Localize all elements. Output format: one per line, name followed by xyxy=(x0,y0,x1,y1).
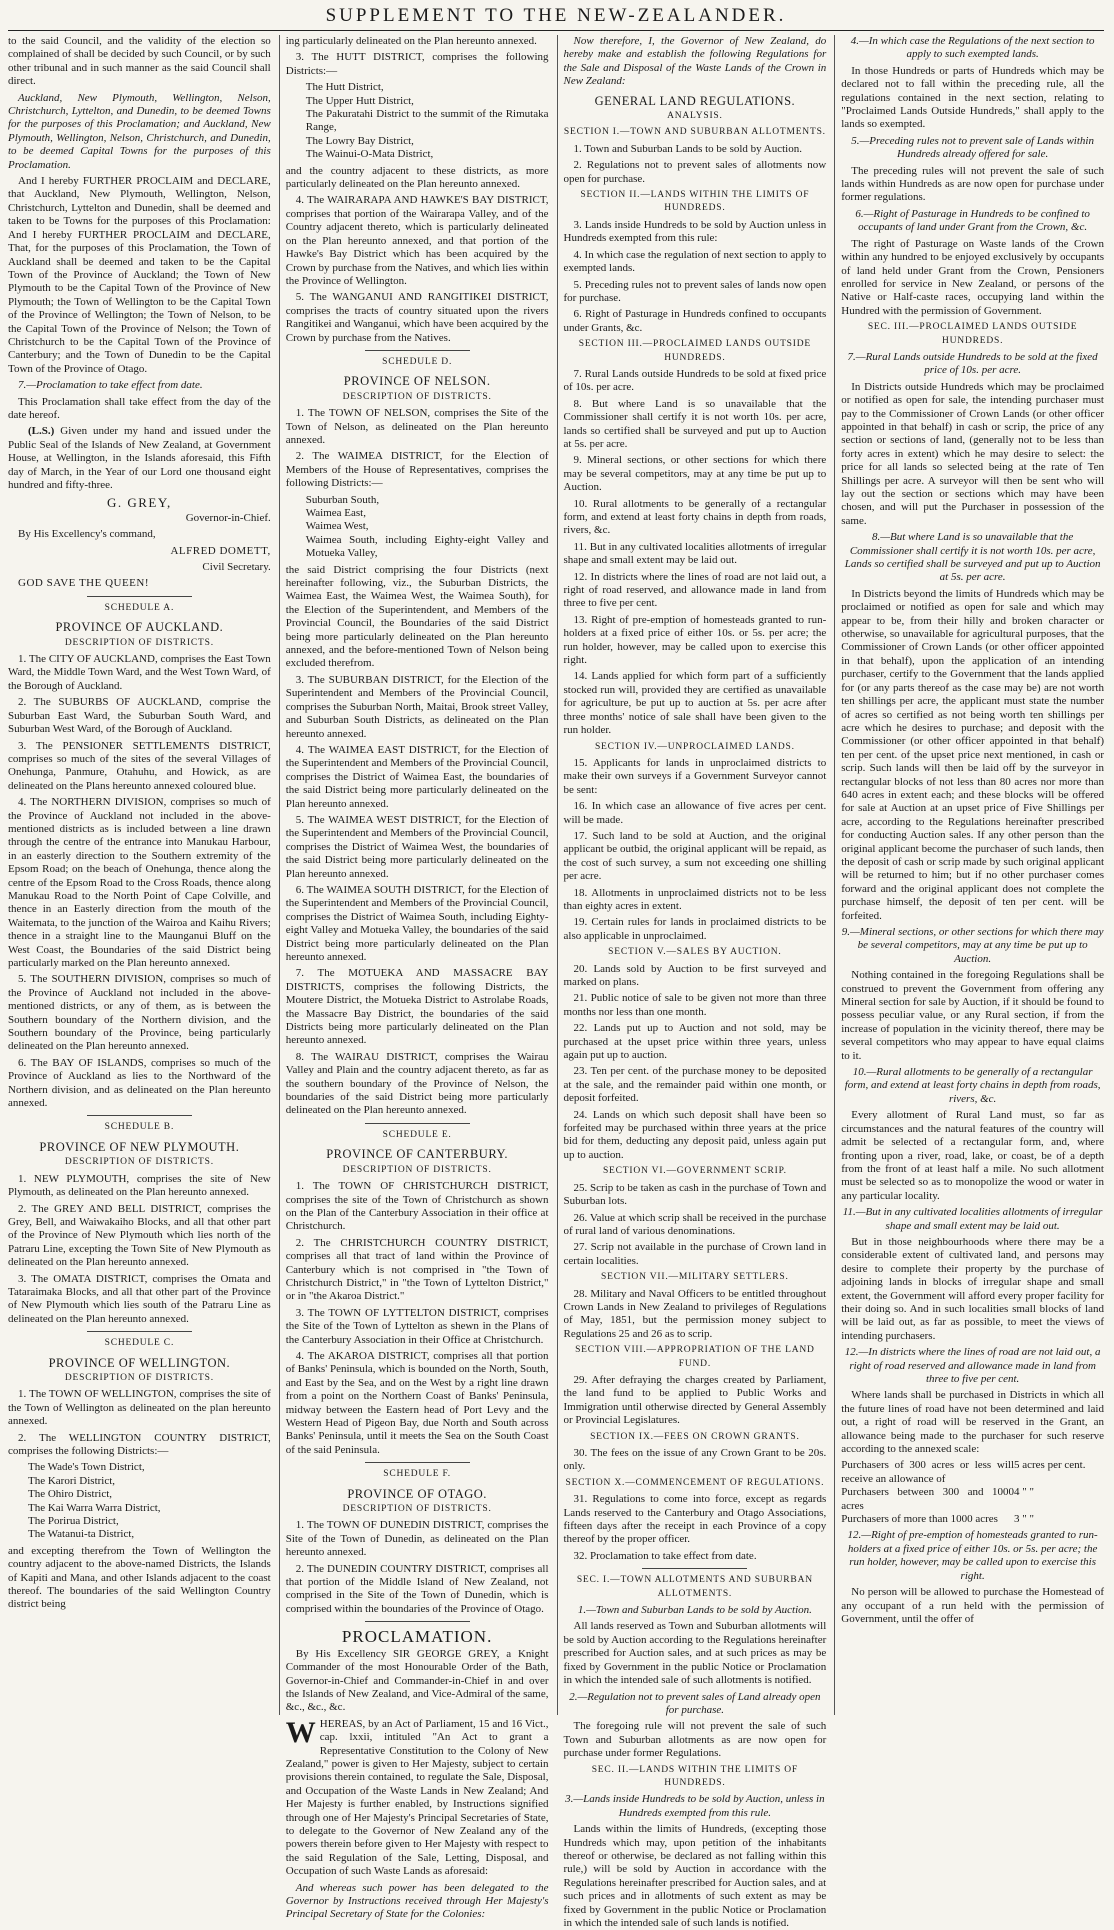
analysis-item: 6. Right of Pasturage in Hundreds confined to occupants under Grants, &c. xyxy=(563,308,827,334)
clause-1-title: 1.—Town and Suburban Lands to be sold by Auction. xyxy=(577,1604,812,1617)
analysis-item: 22. Lands put up to Auction and not sold, may be purchased at the upset price within three years, unless again put up to auction. xyxy=(563,1022,827,1062)
province-canterbury: PROVINCE OF CANTERBURY. xyxy=(326,1147,509,1162)
auckland-para-4: 4. The NORTHERN DIVISION, comprises so much of the Province of Auckland not included in the above-mentioned districts as is included between a line drawn through the centre of the entrance into Manukau Harbour, in an easterly direction to the Southern extremity of the Epsom Road; on the beach of Onehunga, thence along the centre of the Epsom Road to the Cross Roads, thence along Manukau Road to the North Point of Cape Colville, and thence in an Easterly direction from the mouth of the Waitemata, to the junction of the Wairoa and Kaihu Rivers; thence in a straight line to the Maunganui Bluff on the West Coast, the Boundaries of the said District being particularly marked on the Plan hereunto annexed. xyxy=(8,796,271,969)
god-save-queen: GOD SAVE THE QUEEN! xyxy=(18,577,150,590)
section-2-heading: SECTION II.—LANDS WITHIN THE LIMITS OF HUNDREDS. xyxy=(580,190,810,214)
proclamation-heading: PROCLAMATION. xyxy=(341,1627,493,1647)
section-10-heading: SECTION X.—COMMENCEMENT OF REGULATIONS. xyxy=(565,1477,825,1488)
analysis-item: 2. Regulations not to prevent sales of allotments now open for purchase. xyxy=(563,159,827,185)
analysis-item: 20. Lands sold by Auction to be first surveyed and marked on plans. xyxy=(563,962,827,988)
divider xyxy=(365,1621,470,1622)
column-1 xyxy=(8,35,271,1715)
column-3 xyxy=(557,35,827,1929)
auckland-para-6: 6. The BAY OF ISLANDS, comprises so much of the Province of Auckland as lies to the Northward of the Northern division, and as delineated on the Plan hereunto annexed. xyxy=(8,1056,271,1110)
schedule-a: SCHEDULE A. xyxy=(104,602,175,613)
otago-para-2: 2. The DUNEDIN COUNTRY DISTRICT, comprises all that portion of the Middle Island of New Zealand, not comprised in the Site of the Town of Dunedin, which is comprised within the boundaries of the Province of Otago. xyxy=(285,1562,549,1615)
clause-5-title: 5.—Preceding rules not to prevent sale of Lands within Hundreds already offered for sale. xyxy=(851,134,1094,161)
canterbury-para-3: 3. The TOWN OF LYTTELTON DISTRICT, comprises the Site of the Town of Lyttelton as shewn in the Plans of the Canterbury Association in their Office at Christchurch. xyxy=(285,1306,549,1346)
scale-value: 3 " " xyxy=(1014,1513,1034,1526)
section-7-heading: SECTION VII.—MILITARY SETTLERS. xyxy=(601,1272,789,1283)
scale-label: Purchasers between 300 and 1000 acres xyxy=(841,1486,1014,1512)
section-ii-full-heading: SEC. II.—LANDS WITHIN THE LIMITS OF HUNDREDS. xyxy=(591,1764,799,1788)
province-otago: PROVINCE OF OTAGO. xyxy=(347,1486,487,1501)
analysis-item: 18. Allotments in unproclaimed districts not to be less than eighty acres in extent. xyxy=(563,886,827,912)
open-para: ing particularly delineated on the Plan hereunto annexed. xyxy=(285,35,537,47)
analysis-item: 15. Applicants for lands in unproclaimed districts to make their own surveys if a Government Surveyor cannot be sent: xyxy=(563,756,827,796)
clause-8-title: 8.—But where Land is so unavailable that the Commissioner shall certify it is not worth 10s. per acre, Lands so certified shall be surveyed and put up to Auction at 5s. per acre. xyxy=(844,531,1101,584)
section-iii-full-heading: SEC. III.—PROCLAIMED LANDS OUTSIDE HUNDREDS. xyxy=(867,322,1078,346)
nelson-para-a: the said District comprising the four Districts (next hereinafter following, viz., the Suburban Districts, the Waimea East, the Waimea West, the Waimea South), for the Election of the Superintendent, and Members of the Provincial Council, the Boundaries of the said District being more particularly delineated on the Plan hereunto annexed, and the before-mentioned Town of Nelson being excluded therefrom. xyxy=(285,563,549,670)
canterbury-para-4: 4. The AKAROA DISTRICT, comprises all that portion of Banks' Peninsula, which is bounded on the North, South, and East by the Sea, and on the West by a right line drawn from a point on the Northern Coast of Banks' Peninsula, midway between the Eastern head of Port Levy and the Western Head of Pigeon Bay, due North and South across Banks' Peninsula, until it meets the Sea on the South Coast of the said Peninsula. xyxy=(285,1349,549,1456)
by-command: By His Excellency's command, xyxy=(18,528,156,541)
analysis-item: 8. But where Land is so unavailable that the Commissioner shall certify it is not worth 10s. per acre, lands so certified shall be surveyed and put up to Auction at 5s. per acre. xyxy=(563,397,827,450)
intro-para-2: Auckland, New Plymouth, Wellington, Nelson, Christchurch, Lyttelton, and Dunedin, to be deemed Towns for the purposes of this Proclamation; and Auckland, New Plymouth, Wellington, Nelson, Christchurch, and Dunedin, to be deemed Capital Towns for the purposes of this Proclamation. xyxy=(8,91,271,171)
intro-para-3: And I hereby FURTHER PROCLAIM and DECLARE, that Auckland, New Plymouth, Wellington, Nelson, Christchurch, Lyttelton and Dunedin, shall be deemed and taken to be Towns for the purposes of this Proclamation: And I hereby FURTHER PROCLAIM and DECLARE, That, for the purposes of this Proclamation, the Town of Auckland shall be deemed and taken to be the Capital Town of the Province of Auckland; the Town of New Plymouth to be the Capital Town of the Province of New Plymouth; the Town of Wellington to be the Capital Town of the Province of Wellington; the Town of Nelson, to be the Capital Town of the Province of Nelson; the Town of Christchurch to be the Capital Town of the Province of Canterbury; and the Town of Dunedin to be the Capital Town of the Province of Otago. xyxy=(8,175,271,375)
nelson-para-2: 2. The WAIMEA DISTRICT, for the Election of Members of the House of Representatives, comprises the following Districts:— xyxy=(285,450,549,490)
analysis-item: 11. But in any cultivated localities allotments of irregular shape and small extent may be laid out. xyxy=(563,540,827,567)
analysis-item: 14. Lands applied for which form part of a sufficiently stocked run will, provided they are certified as unavailable for agriculture, be put up to auction at 5s. per acre after three months' notice of sale shall have been given to the run holder. xyxy=(563,670,827,737)
wellington-para-5: 5. The WANGANUI AND RANGITIKEI DISTRICT, comprises the tracts of country situated upon the rivers Rangitikei and Wanganui, which have been acquired by the Crown by purchase from the Natives. xyxy=(285,291,549,344)
province-nelson: PROVINCE OF NELSON. xyxy=(343,374,491,389)
drop-cap: W xyxy=(285,1715,316,1749)
analysis-item: 9. Mineral sections, or other sections for which there may be several competitors, may at any time be put up to Auction. xyxy=(563,454,827,494)
secretary-name: ALFRED DOMETT, xyxy=(170,544,271,557)
column-4 xyxy=(834,35,1104,1715)
list-item: Waimea West, xyxy=(305,520,369,533)
clause-3-text: Lands within the limits of Hundreds, (excepting those Hundreds which may, upon petition of the inhabitants thereof or otherwise, be declared as not falling within this rule,) will be sold by Auction in accordance with the Regulations hereinafter prescribed for Auction sales, and at such prices and in allotments of such extent as may be fixed by Government in the public Notice or Proclamation in which the intended sale of such lands is notified. xyxy=(563,1823,827,1929)
given-under xyxy=(8,425,271,492)
auckland-para-1: 1. The CITY OF AUCKLAND, comprises the East Town Ward, the Middle Town Ward, and the West Town Ward, of the Borough of Auckland. xyxy=(8,653,271,692)
clause-5-text: The preceding rules will not prevent the sale of such lands within Hundreds as are now open for purchase under former regulations. xyxy=(841,164,1104,204)
clause-7-text: In Districts outside Hundreds which may be proclaimed or notified as open for sale, the intending purchaser must pay to the Commissioner of Crown Lands (or other officer appointed in that behalf) in cash or scrip, the price of any section or sections of land, (generally not to be less than forty acres in extent) which he may desire to select: the price for all lands so selected being at the rate of Ten Shillings per acre. A surveyor will then be sent who will lay out the section or sections which may have been chosen, and will put the Purchaser in possession of the same. xyxy=(841,380,1104,527)
analysis-item: 5. Preceding rules not to prevent sales of lands now open for purchase. xyxy=(563,278,827,304)
list-item: Suburban South, xyxy=(305,493,380,506)
analysis-item: 32. Proclamation to take effect from date. xyxy=(573,1549,757,1562)
clause-11-text: But in those neighbourhoods where there may be a considerable extent of cultivated land, and persons may desire to complete their property by the purchase of adjoining lands in blocks of irregular shape and small extent, the Government will afford every proper facility for their doing so. And in such localities small blocks of land will be laid out, as far as possible, to meet the views of intending purchasers. xyxy=(841,1235,1104,1342)
section-1-heading: SECTION I.—TOWN AND SUBURBAN ALLOTMENTS. xyxy=(563,127,826,138)
description-heading: DESCRIPTION OF DISTRICTS. xyxy=(342,391,492,402)
table-row xyxy=(841,1459,1104,1486)
column-2 xyxy=(279,35,549,1921)
hutt-intro: 3. The HUTT DISTRICT, comprises the following Districts:— xyxy=(285,51,549,77)
allowance-scale-table xyxy=(841,1459,1104,1526)
clause-12a-title: 12.—In districts where the lines of road are not laid out, a right of road reserved and allowance made in land from three to five per cent. xyxy=(844,1346,1101,1385)
clause-4-text: In those Hundreds or parts of Hundreds which may be declared not to fall within the preceding rule, all the regulations contained in the next section, relating to "Proclaimed Lands Outside Hundreds," shall apply to the lands so exempted. xyxy=(841,64,1104,131)
general-land-regulations-title: GENERAL LAND REGULATIONS. xyxy=(594,93,796,108)
given-under-text: Given under my hand and issued under the Public Seal of the Islands of New Zealand, at Government House, at Wellington, in the Islands aforesaid, this Fifth day of March, in the Year of our Lord one thousand eight hundred and fifty-three. xyxy=(8,425,271,491)
section-6-heading: SECTION VI.—GOVERNMENT SCRIP. xyxy=(602,1166,787,1177)
governor-title: Governor-in-Chief. xyxy=(185,511,271,524)
list-item: The Kai Warra Warra District, xyxy=(28,1501,161,1514)
analysis-item: 25. Scrip to be taken as cash in the purchase of Town and Suburban lots. xyxy=(563,1181,827,1208)
list-item: The Wainui-O-Mata District, xyxy=(305,148,434,161)
by-his-excellency: By His Excellency SIR GEORGE GREY, a Knight Commander of the most Honourable Order of the Bath, Governor-in-Chief and Commander-in-Chief in and over the Islands of New Zealand, and Vice-Admiral of the same, &c., &c., &c. xyxy=(285,1647,549,1714)
province-auckland: PROVINCE OF AUCKLAND. xyxy=(55,620,224,635)
analysis-item: 10. Rural allotments to be generally of a rectangular form, and extend at least forty chains in depth from roads, rivers, &c. xyxy=(563,497,827,537)
hutt-tail: and the country adjacent to these districts, as more particularly delineated on the Plan hereunto annexed. xyxy=(285,164,549,191)
divider xyxy=(365,1462,470,1463)
description-heading: DESCRIPTION OF DISTRICTS. xyxy=(64,1372,214,1383)
description-heading: DESCRIPTION OF DISTRICTS. xyxy=(64,1157,214,1168)
analysis-heading: ANALYSIS. xyxy=(667,111,723,122)
clause-1-text: All lands reserved as Town and Suburban allotments will be sold by Auction according to the Regulations hereinafter prescribed for Auction sales, and at such prices as may be fixed by Government in the public Notice or Proclamation in which the intended sale of such allotments is notified. xyxy=(563,1620,827,1687)
analysis-item: 17. Such land to be sold at Auction, and the original applicant be outbid, the original applicant will be repaid, as the cost of such survey, a sum not exceeding one shilling per acre. xyxy=(563,829,827,883)
province-wellington: PROVINCE OF WELLINGTON. xyxy=(48,1355,231,1370)
auckland-para-2: 2. The SUBURBS OF AUCKLAND, comprise the Suburban East Ward, the Suburban South Ward, and Suburban West Ward, of the Borough of Auckland. xyxy=(8,696,271,736)
clause-9-text: Nothing contained in the foregoing Regulations shall be construed to prevent the Government from offering any Mineral section for sale by Auction, if it should be found to possess peculiar value, or any Rural section, if from the increase of population in the vicinity thereof, there may be several competitors who may appear to have equal claims to it. xyxy=(841,969,1104,1062)
scale-value: 4 " " xyxy=(1014,1486,1034,1499)
whereas-text: HEREAS, by an Act of Parliament, 15 and 16 Vict., cap. lxxii, intituled "An Act to grant a Representative Constitution to the Colony of New Zealand," power is given to Her Majesty, subject to certain provisions therein contained, to regulate the Sale, Disposal, and Occupation of the Waste Lands in New Zealand; And Her Majesty is further enabled, by Instructions signified through one of Her Majesty's Principal Secretaries of State, to delegate to the Governor of New Zealand any of the powers therein before given to Her Majesty with respect to the said Regulation of the Sale, Letting, Disposal, and Occupation of such Waste Lands as aforesaid: xyxy=(285,1717,549,1878)
divider xyxy=(365,350,470,351)
schedule-b: SCHEDULE B. xyxy=(104,1122,175,1133)
schedule-c: SCHEDULE C. xyxy=(104,1338,175,1349)
wellington-para-1: 1. The TOWN OF WELLINGTON, comprises the site of the Town of Wellington as delineated on the plan hereunto annexed. xyxy=(8,1388,271,1428)
section-5-heading: SECTION V.—SALES BY AUCTION. xyxy=(608,947,782,958)
hutt-district-list xyxy=(306,81,549,161)
clause-10-title: 10.—Rural allotments to be generally of a rectangular form, and extend at least forty chains in depth from roads, rivers, &c. xyxy=(844,1066,1101,1105)
list-item: The Ohiro District, xyxy=(28,1488,113,1501)
list-item: The Karori District, xyxy=(28,1474,116,1487)
analysis-item: 26. Value at which scrip shall be received in the purchase of rural land of various denominations. xyxy=(563,1211,827,1237)
section-8-heading: SECTION VIII.—APPROPRIATION OF THE LAND FUND. xyxy=(575,1345,815,1369)
analysis-item: 21. Public notice of sale to be given not more than three months nor less than one month. xyxy=(563,992,827,1018)
section-i-full-heading: SEC. I.—TOWN ALLOTMENTS AND SUBURBAN ALLOTMENTS. xyxy=(576,1575,813,1599)
canterbury-para-1: 1. The TOWN OF CHRISTCHURCH DISTRICT, comprises the site of the Town of Christchurch as shown on the Plan of the Canterbury Association in their office at Christchurch. xyxy=(285,1180,549,1233)
scale-label: Purchasers of more than 1000 acres xyxy=(841,1513,998,1526)
list-item: The Pakuratahi District to the summit of the Rimutaka Range, xyxy=(305,108,549,134)
divider xyxy=(87,1115,192,1116)
whereas-para xyxy=(285,1715,549,1879)
analysis-item: 4. In which case the regulation of next section to apply to exempted lands. xyxy=(563,248,827,275)
scale-label: Purchasers of 300 acres or less will receive an allowance of xyxy=(841,1459,1014,1485)
description-heading: DESCRIPTION OF DISTRICTS. xyxy=(342,1164,492,1175)
description-heading: DESCRIPTION OF DISTRICTS. xyxy=(342,1504,492,1515)
analysis-item: 31. Regulations to come into force, except as regards Lands reserved to the Canterbury and Otago Associations, fifteen days after the receipt in each Province of a copy thereof by the proper officer. xyxy=(563,1493,827,1546)
section-9-heading: SECTION IX.—FEES ON CROWN GRANTS. xyxy=(590,1431,800,1442)
wellington-district-list xyxy=(28,1461,271,1541)
intro-para-1: to the said Council, and the validity of the election so complained of shall be decided by such Council, or by such other tribunal and in such manner as the said Council shall direct. xyxy=(8,35,271,88)
wellington-para-4: 4. The WAIRARAPA AND HAWKE'S BAY DISTRICT, comprises that portion of the Wairarapa Valley, and of the Country adjacent thereto, which is particularly delineated on the Plan hereunto annexed, and that portion of the Hawke's Bay District which has been acquired by the Crown by purchase from the Natives, and which lies within the Province of Wellington. xyxy=(285,194,549,287)
clause-6-text: The right of Pasturage on Waste lands of the Crown within any hundred to be enjoyed exclusively by occupants of land held under Grant from the Crown, Pensioners enrolled for service in New Zealand, or persons of the Native or Half-caste races, occupying land within the Hundred with the permission of Government. xyxy=(841,237,1104,317)
list-item: The Porirua District, xyxy=(28,1515,119,1528)
scale-value: 5 acres per cent. xyxy=(1014,1459,1086,1472)
analysis-item: 16. In which case an allowance of five acres per cent. will be made. xyxy=(563,800,827,826)
otago-para-1: 1. The TOWN OF DUNEDIN DISTRICT, comprises the Site of the Town of Dunedin, as delineated on the Plan hereunto annexed. xyxy=(285,1519,549,1559)
new-plymouth-para-3: 3. The OMATA DISTRICT, comprises the Omata and Tataraimaka Blocks, and all that other part of the Province of New Plymouth which lies south of the Patraru Line as delineated on the Plan hereunto annexed. xyxy=(8,1272,271,1325)
clause-8-text: In Districts beyond the limits of Hundreds which may be proclaimed or notified as open for sale and which may appear to be, from their hilly and broken character or otherwise, so unavailable for agricultural purposes, that the Commissioner of Crown Lands (or other officer appointed in that behalf), upon the application of an intending purchaser, certify to the Government that the lands applied for (or any parts thereof as the case may be) are not worth ten shillings per acre, the applicant must state the number of acres so certified as not being worth ten shillings per acre which he desires to purchase; and deposit with the Commissioner (or other officer appointed in that behalf) ten per cent. of the upset price next mentioned, in cash or scrip. Such lands will then be laid off by the surveyor in rectangular blocks of not less than 80 acres nor more than 640 acres in extent each; and these blocks will be offered for sale at Auction at an upset price of Five Shillings per acre, according to the Regulations hereinafter prescribed for conducting Auction sales. If any other person than the original applicant become the purchaser of such lands, then the deposit of cash or scrip made by such original applicant will be returned to him; but if no other purchaser comes forward and the original applicant does not complete the purchase himself, the deposit of ten per cent. will be forfeited. xyxy=(841,587,1104,922)
canterbury-para-2: 2. The CHRISTCHURCH COUNTRY DISTRICT, comprises all that tract of land within the Province of Canterbury which is not comprised in "the Town of Christchurch District," in "the Town of Lyttelton District," or in "the Akaroa District." xyxy=(285,1236,549,1303)
list-item: Waimea South, including Eighty-eight Valley and Motueka Valley, xyxy=(305,533,549,560)
analysis-item: 28. Military and Naval Officers to be entitled throughout Crown Lands in New Zealand to privileges of Regulations of May, 1851, but the permission money subject to Regulations 25 and 26 as to scrip. xyxy=(563,1287,827,1340)
nelson-para-d: 5. The WAIMEA WEST DISTRICT, for the Election of the Superintendent and Members of the Provincial Council, comprises the District of Waimea West, the boundaries of the said District being more particularly delineated on the Plan hereunto annexed. xyxy=(285,813,549,880)
analysis-item: 30. The fees on the issue of any Crown Grant to be 20s. only. xyxy=(563,1447,827,1473)
clause-11-title: 11.—But in any cultivated localities allotments of irregular shape and small extent may be laid out. xyxy=(842,1206,1103,1232)
auckland-para-5: 5. The SOUTHERN DIVISION, comprises so much of the Province of Auckland not included in the above-mentioned districts, or any of them, as is between the Southern boundary of the Northern division, and the Southern boundary of the Province, being particularly delineated on the Plan hereunto annexed. xyxy=(8,973,271,1053)
nelson-para-e: 6. The WAIMEA SOUTH DISTRICT, for the Election of the Superintendent and Members of the Provincial Council, comprises the District of Waimea South, including Eighty-eight Valley and Motueka Valley, the boundaries of the said District being more particularly delineated on the Plan hereunto annexed. xyxy=(285,883,549,963)
analysis-item: 7. Rural Lands outside Hundreds to be sold at fixed price of 10s. per acre. xyxy=(563,367,827,394)
new-plymouth-para-1: 1. NEW PLYMOUTH, comprises the site of New Plymouth, as delineated on the Plan hereunto annexed. xyxy=(8,1172,271,1199)
analysis-item: 3. Lands inside Hundreds to be sold by Auction unless in Hundreds exempted from this rule: xyxy=(563,218,827,245)
masthead-rule xyxy=(8,30,1104,31)
analysis-item: 23. Ten per cent. of the purchase money to be deposited at the sale, and the remainder paid within one month, or deposit forfeited. xyxy=(563,1065,827,1105)
clause-12b-title: 12.—Right of pre-emption of homesteads granted to run-holders at a fixed price of either 10s. or 5s. per acre; the run holder, however, may be called upon to exercise this right. xyxy=(847,1529,1098,1582)
and-whereas: And whereas such power has been delegated to the Governor by Instructions received through Her Majesty's Principal Secretary of State for the Colonies: xyxy=(285,1881,549,1921)
table-row xyxy=(841,1486,1104,1513)
new-plymouth-para-2: 2. The GREY AND BELL DISTRICT, comprises the Grey, Bell, and Waiwakaiho Blocks, and all that other part of the Province of New Plymouth which lies north of the Patraru Line, excepting the Town Site of New Plymouth as delineated on the Plan hereunto annexed. xyxy=(8,1202,271,1269)
list-item: The Wade's Town District, xyxy=(28,1461,145,1474)
analysis-item: 12. In districts where the lines of road are not laid out, a right of road reserved, and allowance made in land from three to five per cent. xyxy=(563,570,827,610)
clause-7-title: 7.—Rural Lands outside Hundreds to be sold at the fixed price of 10s. per acre. xyxy=(847,350,1098,377)
analysis-item: 27. Scrip not available in the purchase of Crown land in certain localities. xyxy=(563,1241,827,1267)
nelson-district-list xyxy=(306,494,549,561)
wellington-para-2: 2. The WELLINGTON COUNTRY DISTRICT, comprises the following Districts:— xyxy=(8,1431,271,1457)
divider xyxy=(87,1331,192,1332)
divider xyxy=(642,1568,747,1569)
section-4-heading: SECTION IV.—UNPROCLAIMED LANDS. xyxy=(594,741,795,752)
analysis-item: 1. Town and Suburban Lands to be sold by Auction. xyxy=(573,142,802,155)
clause-2-text: The foregoing rule will not prevent the sale of such Town and Suburban allotments as are now open for purchase under former Regulations. xyxy=(563,1720,827,1760)
list-item: The Hutt District, xyxy=(305,81,384,94)
list-item: The Watanui-ta District, xyxy=(28,1528,135,1541)
now-therefore: Now therefore, I, the Governor of New Zealand, do hereby make and establish the following Regulations for the Sale and Disposal of the Waste Lands of the Crown in New Zealand: xyxy=(563,35,827,88)
section-3-heading: SECTION III.—PROCLAIMED LANDS OUTSIDE HUNDREDS. xyxy=(578,339,811,363)
auckland-para-3: 3. The PENSIONER SETTLEMENTS DISTRICT, comprises so much of the sites of the several Villages of Onehunga, Panmure, Otahuhu, and Howick, as are delineated on the Plans hereunto annexed coloured blue. xyxy=(8,739,271,792)
masthead: SUPPLEMENT TO THE NEW-ZEALANDER. xyxy=(325,5,787,26)
clause-12a-text: Where lands shall be purchased in Districts in which all the future lines of road have not been determined and laid out, a right of road will be reserved in the Grant, an allowance being made to the purchaser for such reserve according to the annexed scale: xyxy=(841,1389,1104,1456)
nelson-para-g: 8. The WAIRAU DISTRICT, comprises the Wairau Valley and Plain and the country adjacent thereto, as far as the southern boundary of the Province of Nelson, the boundaries of the said District being more particularly delineated on the Plan hereunto annexed. xyxy=(285,1050,549,1117)
clause-4-title: 4.—In which case the Regulations of the next section to apply to such exempted lands. xyxy=(850,35,1095,61)
seal-mark: (L.S.) xyxy=(28,425,55,438)
description-heading: DESCRIPTION OF DISTRICTS. xyxy=(64,637,214,648)
schedule-d: SCHEDULE D. xyxy=(382,356,453,367)
analysis-item: 19. Certain rules for lands in proclaimed districts to be also applicable in unproclaimed. xyxy=(563,916,827,942)
schedule-f: SCHEDULE F. xyxy=(383,1469,451,1480)
clause-12b-text: No person will be allowed to purchase the Homestead of any occupant of a run held with the permission of Government, until the offer of xyxy=(841,1586,1104,1625)
clause-9-title: 9.—Mineral sections, or other sections for which there may be several competitors, may at any time be put up to Auction. xyxy=(841,926,1104,965)
analysis-item: 24. Lands on which such deposit shall have been so forfeited may be purchased within three years at the price bid for them, deducting any deposit paid, unless again put up to auction. xyxy=(563,1108,827,1161)
province-new-plymouth: PROVINCE OF NEW PLYMOUTH. xyxy=(39,1139,240,1154)
divider xyxy=(87,596,192,597)
secretary-title: Civil Secretary. xyxy=(202,561,271,574)
nelson-para-f: 7. The MOTUEKA AND MASSACRE BAY DISTRICTS, comprises the following Districts, the Moutere District, the Motueka District to Astrolabe Roads, the Massacre Bay District, the boundaries of the said Districts being more particularly delineated on the Plan hereunto annexed. xyxy=(285,967,549,1047)
governor-name: G. GREY, xyxy=(106,495,172,511)
columns xyxy=(8,35,1104,1929)
analysis-item: 13. Right of pre-emption of homesteads granted to run-holders at a fixed price of either 10s. or 5s. per acre; the run holder, however, may be called upon to exercise this right. xyxy=(563,613,827,667)
nelson-para-b: 3. The SUBURBAN DISTRICT, for the Election of the Superintendent and Members of the Provincial Council, comprises the Suburban North, Maitai, Brook street Valley, and Suburban South Districts, as delineated on the Plan hereunto annexed. xyxy=(285,673,549,740)
table-row xyxy=(841,1513,1104,1526)
nelson-para-1: 1. The TOWN OF NELSON, comprises the Site of the Town of Nelson, as delineated on the Plan hereunto annexed. xyxy=(285,407,549,446)
clause-2-title: 2.—Regulation not to prevent sales of Land already open for purchase. xyxy=(569,1690,821,1716)
list-item: Waimea East, xyxy=(305,507,366,519)
nelson-para-c: 4. The WAIMEA EAST DISTRICT, for the Election of the Superintendent and Members of the Provincial Council, comprises the District of Waimea East, the boundaries of the said District being more particularly delineated on the Plan hereunto annexed. xyxy=(285,743,549,810)
clause-7-text: This Proclamation shall take effect from the day of the date hereof. xyxy=(8,395,271,421)
list-item: The Lowry Bay District, xyxy=(305,134,414,147)
clause-10-text: Every allotment of Rural Land must, so far as circumstances and the natural features of the country will admit be selected of a rectangular form, and, where fronting upon a river, road, lake, or coast, be of a depth from the front of at least half a mile. No such allotment must be selected so as to monopolize the wood or water in any particular locality. xyxy=(841,1109,1104,1202)
clause-7-title: 7.—Proclamation to take effect from date. xyxy=(18,379,203,392)
analysis-item: 29. After defraying the charges created by Parliament, the land fund to be applied to Public Works and Immigration until otherwise directed by General Assembly or Provincial Legislatures. xyxy=(563,1373,827,1427)
clause-6-title: 6.—Right of Pasturage in Hundreds to be confined to occupants of land under Grant from the Crown, &c. xyxy=(855,207,1090,234)
divider xyxy=(365,1123,470,1124)
wellington-tail: and excepting therefrom the Town of Wellington the country adjacent to the above-named Districts, the Islands of Kapiti and Mana, and other Islands adjacent to the coast thereof. The boundaries of the said Wellington Country district being xyxy=(8,1544,271,1611)
clause-3-title: 3.—Lands inside Hundreds to be sold by Auction, unless in Hundreds exempted from this rule. xyxy=(565,1793,825,1819)
list-item: The Upper Hutt District, xyxy=(305,94,414,107)
schedule-e: SCHEDULE E. xyxy=(382,1129,452,1140)
